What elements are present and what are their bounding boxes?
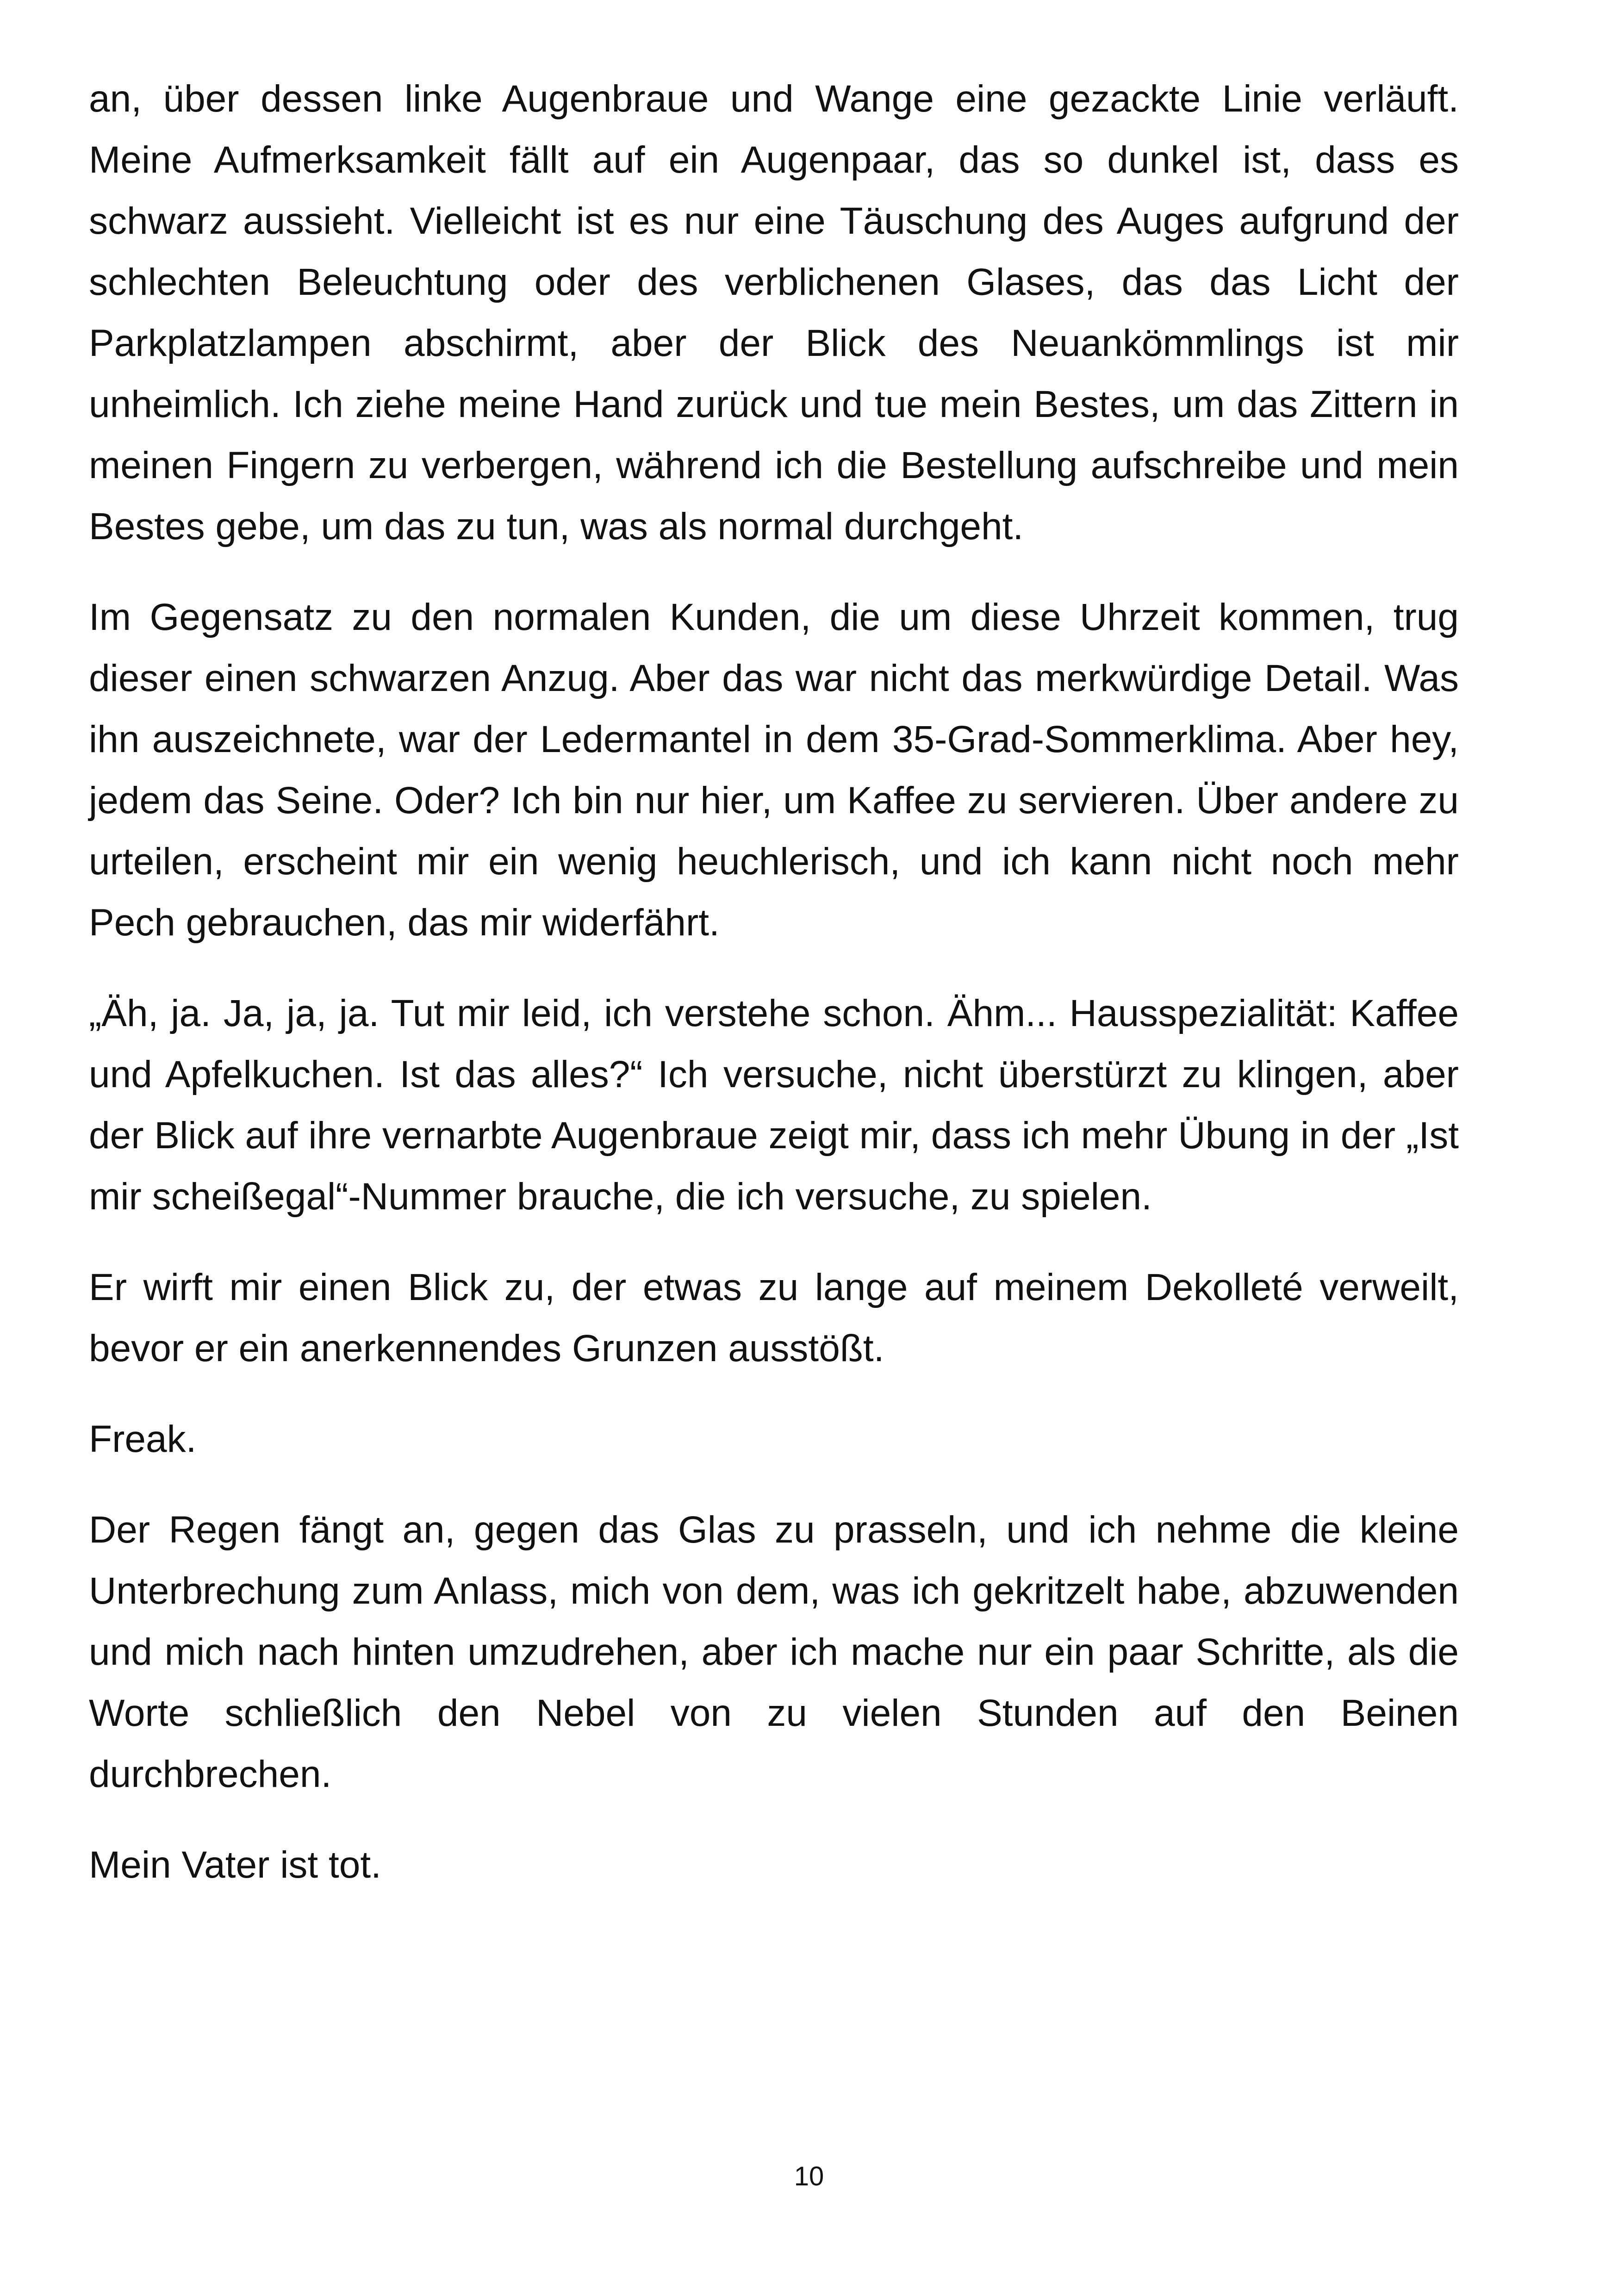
paragraph-1: an, über dessen linke Augenbraue und Wange eine gezackte Linie verläuft. Meine Aufmerksamkeit fällt auf ein Augenpaar, das so dunkel ist, dass es schwarz aussieht. Vielleicht ist es nur eine Täuschung des Auges aufgrund der schlechten Beleuchtung oder des verblichenen Glases, das das Licht der Parkplatzlampen abschirmt, aber der Blick des Neuankömmlings ist mir unheimlich. Ich ziehe meine Hand zurück und tue mein Bestes, um das Zittern in meinen Fingern zu verbergen, während ich die Bestellung aufschreibe und mein Bestes gebe, um das zu tun, was als normal durchgeht. [89, 78, 1459, 548]
paragraph-7: Mein Vater ist tot. [89, 1844, 381, 1886]
paragraph-3: „Äh, ja. Ja, ja, ja. Tut mir leid, ich verstehe schon. Ähm... Hausspezialität: Kaffee und Apfelkuchen. Ist das alles?“ Ich versuche, nicht überstürzt zu klingen, aber der Blick auf ihre vernarbte Augenbraue zeigt mir, dass ich mehr Übung in der „Ist mir scheißegal“-Nummer brauche, die ich versuche, zu spielen. [89, 992, 1459, 1218]
page-number: 10 [794, 2161, 824, 2191]
body-text [89, 68, 1459, 1925]
paragraph-4: Er wirft mir einen Blick zu, der etwas zu lange auf meinem Dekolleté verweilt, bevor er ein anerkennendes Grunzen ausstößt. [89, 1266, 1459, 1369]
paragraph-6: Der Regen fängt an, gegen das Glas zu prasseln, und ich nehme die kleine Unterbrechung zum Anlass, mich von dem, was ich gekritzelt habe, abzuwenden und mich nach hinten umzudrehen, aber ich mache nur ein paar Schritte, als die Worte schließlich den Nebel von zu vielen Stunden auf den Beinen durchbrechen. [89, 1509, 1459, 1795]
paragraph-2: Im Gegensatz zu den normalen Kunden, die um diese Uhrzeit kommen, trug dieser einen schwarzen Anzug. Aber das war nicht das merkwürdige Detail. Was ihn auszeichnete, war der Ledermantel in dem 35-Grad-Sommerklima. Aber hey, jedem das Seine. Oder? Ich bin nur hier, um Kaffee zu servieren. Über andere zu urteilen, erscheint mir ein wenig heuchlerisch, und ich kann nicht noch mehr Pech gebrauchen, das mir widerfährt. [89, 596, 1459, 944]
paragraph-5: Freak. [89, 1418, 197, 1460]
